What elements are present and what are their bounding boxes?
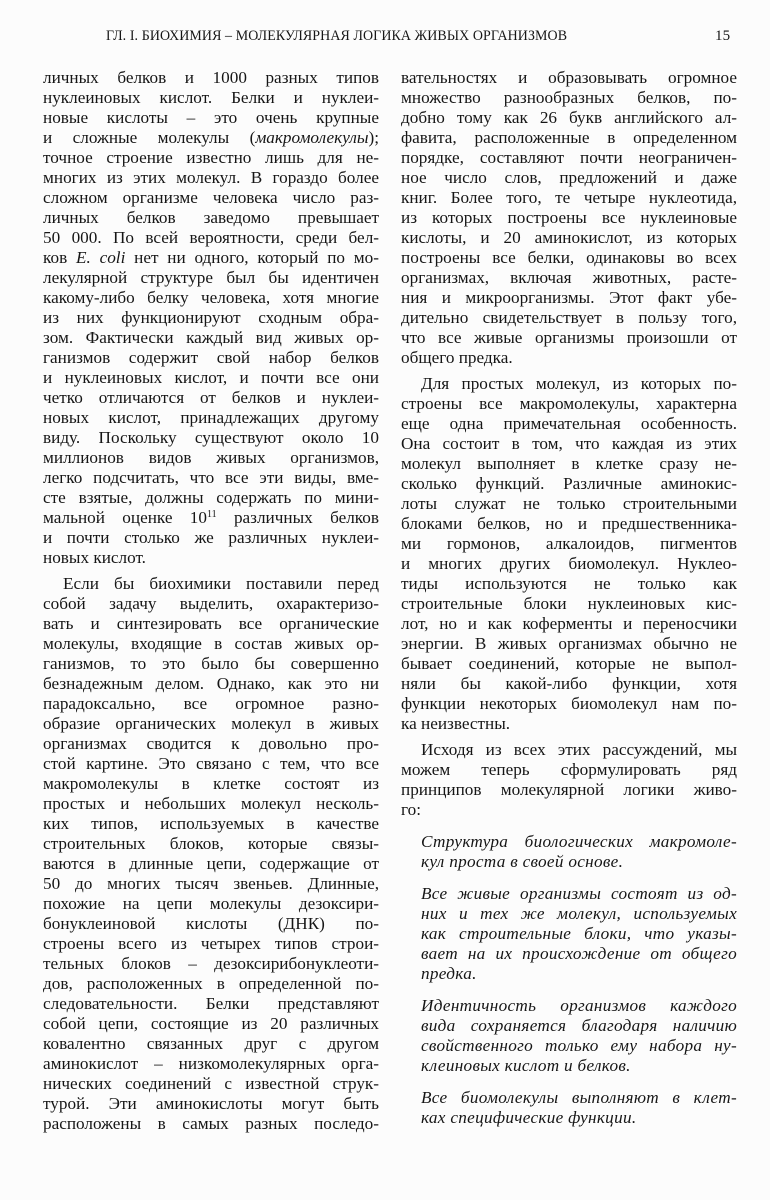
text-line: нических соединений с известной струк-: [43, 1074, 379, 1093]
text-line: [43, 248, 379, 268]
text-line: ное число слов, предложений и даже: [401, 168, 737, 187]
text-line: строительные блоки нуклеиновых кис-: [401, 594, 737, 613]
text-line: ковалентно связанных друг с другом: [43, 1034, 379, 1053]
text-line: организмах, включая животных, расте-: [401, 268, 737, 287]
principle-item: [421, 832, 737, 872]
text-line: фавита, расположенные в определенном: [401, 128, 737, 147]
text-line: няли бы какой-либо функции, хотя: [401, 674, 737, 693]
text-line: 50 до многих тысяч звеньев. Длинные,: [43, 874, 379, 893]
text-line: макромолекулы в клетке состоят из: [43, 774, 379, 793]
text-line: бывает соединений, которые не выпол-: [401, 654, 737, 673]
text-line: из которых построены все нуклеиновые: [401, 208, 737, 227]
text-line: простых и небольших молекул несколь-: [43, 794, 379, 813]
text-line: предка.: [421, 964, 477, 983]
text-line: многих из этих молекул. В гораздо более: [43, 168, 379, 187]
text-line: образие органических молекул в живых: [43, 714, 379, 733]
running-header: [0, 26, 770, 52]
text-span: );: [368, 128, 379, 147]
text-line: похожие на цепи молекулы дезоксири-: [43, 894, 379, 913]
text-line: принципов молекулярной логики живо-: [401, 780, 737, 799]
text-line: как строительные блоки, что указы-: [421, 924, 737, 943]
text-line: дов, расположенных в определенной по-: [43, 974, 379, 993]
text-line: ка неизвестны.: [401, 714, 511, 733]
text-span: различных белков: [216, 508, 379, 527]
paragraph: [401, 374, 737, 734]
text-line: добно тому как 26 букв английского ал-: [401, 108, 737, 127]
text-line: энергии. В живых организмах обычно не: [401, 634, 737, 653]
text-line: какому-либо белку человека, хотя многие: [43, 288, 379, 307]
italic-term: E. coli: [75, 248, 126, 267]
text-line: новых кислот, принадлежащих другому: [43, 408, 379, 427]
text-line: молекул выполняет в клетке сразу не-: [401, 454, 737, 473]
text-line: кул проста в своей основе.: [421, 852, 624, 871]
text-line: го:: [401, 800, 421, 819]
text-line: ких типов, используемых в качестве: [43, 814, 379, 833]
text-line: собой задачу выделить, охарактеризо-: [43, 594, 379, 613]
text-line: новые кислоты – это очень крупные: [43, 108, 379, 127]
italic-term: макромолекулы: [255, 128, 369, 147]
principle-item: [421, 1088, 737, 1128]
text-line: Все живые организмы состоят из од-: [421, 884, 737, 903]
text-line: 50 000. По всей вероятности, среди бел-: [43, 228, 379, 247]
text-line: организмах сводится к довольно про-: [43, 734, 379, 753]
text-line: ганизмов, то это было бы совершенно: [43, 654, 379, 673]
text-line: лоты служат не только строительными: [401, 494, 737, 513]
text-line: ваются в длинные цепи, содержащие от: [43, 854, 379, 873]
text-line: что все живые организмы произошли от: [401, 328, 737, 347]
left-column: [43, 68, 379, 1134]
text-line: молекулы, входящие в состав живых ор-: [43, 634, 379, 653]
text-line: точное строение известно лишь для не-: [43, 148, 379, 167]
text-line: вательностях и образовывать огромное: [401, 68, 737, 87]
right-column: [401, 68, 737, 1128]
text-line: расположены в самых разных последо-: [43, 1114, 379, 1133]
text-line: собой цепи, состоящие из 20 различных: [43, 1014, 379, 1033]
text-line: ми гормонов, алкалоидов, пигментов: [401, 534, 737, 553]
text-line: сте взятые, должны содержать по мини-: [43, 488, 379, 507]
text-line: зом. Фактически каждый вид живых ор-: [43, 328, 379, 347]
text-line: личных белков заведомо превышает: [43, 208, 379, 227]
text-line: дительно свидетельствует в пользу того,: [401, 308, 737, 327]
text-line: порядке, составляют почти неограничен-: [401, 148, 737, 167]
text-line: Структура биологических макромоле-: [421, 832, 737, 851]
text-line: аминокислот – низкомолекулярных орга-: [43, 1054, 379, 1073]
exponent: 11: [206, 509, 217, 520]
text-span: нет ни одного, который по мо-: [125, 248, 379, 267]
text-line: виду. Поскольку существуют около 10: [43, 428, 379, 447]
text-line: книг. Более того, те четыре нуклеотида,: [401, 188, 737, 207]
paragraph: [401, 68, 737, 368]
text-line: построены все белки, одинаковы во всех: [401, 248, 737, 267]
text-line: можем теперь сформулировать ряд: [401, 760, 737, 779]
text-line: сколько функций. Различные аминокис-: [401, 474, 737, 493]
text-line: общего предка.: [401, 348, 513, 367]
text-line: свойственного только ему набора ну-: [421, 1036, 737, 1055]
text-line: еще одна примечательная особенность.: [401, 414, 737, 433]
text-line: безнадежным делом. Однако, как это ни: [43, 674, 379, 693]
text-line: новых кислот.: [43, 548, 146, 567]
text-line: Идентичность организмов каждого: [421, 996, 737, 1015]
text-line: из них функционируют сходным обра-: [43, 308, 379, 327]
text-span: ков: [43, 248, 76, 267]
text-line: сложном организме человека число раз-: [43, 188, 379, 207]
principle-item: [421, 884, 737, 984]
paragraph: [43, 68, 379, 568]
text-line: парадоксально, все огромное разно-: [43, 694, 379, 713]
text-line: ния и микроорганизмы. Этот факт убе-: [401, 288, 737, 307]
text-line: следовательности. Белки представляют: [43, 994, 379, 1013]
text-line: личных белков и 1000 разных типов: [43, 68, 379, 87]
text-line: вать и синтезировать все органические: [43, 614, 379, 633]
text-line: вида сохраняется благодаря наличию: [421, 1016, 737, 1035]
text-line: Все биомолекулы выполняют в клет-: [421, 1088, 737, 1107]
text-span: мальной оценке 10: [43, 508, 207, 527]
text-line: строены всего из четырех типов строи-: [43, 934, 379, 953]
text-line: вает на их происхождение от общего: [421, 944, 737, 963]
text-line: Для простых молекул, из которых по-: [421, 374, 737, 393]
text-line: стой картине. Это связано с тем, что все: [43, 754, 379, 773]
text-line: них и тех же молекул, используемых: [421, 904, 737, 923]
text-line: и нуклеиновых кислот, и почти все они: [43, 368, 379, 387]
text-line: Исходя из всех этих рассуждений, мы: [421, 740, 737, 759]
principle-item: [421, 996, 737, 1076]
text-line: строены все макромолекулы, характерна: [401, 394, 737, 413]
paragraph: [43, 574, 379, 1134]
text-line: миллионов видов живых организмов,: [43, 448, 379, 467]
text-line: и почти столько же различных нуклеи-: [43, 528, 379, 547]
text-line: и многих других биомолекул. Нуклео-: [401, 554, 737, 573]
principles-list: [421, 832, 737, 1128]
text-line: лекулярной структуре был бы идентичен: [43, 268, 379, 287]
text-line: клеиновых кислот и белков.: [421, 1056, 631, 1075]
text-line: функции некоторых биомолекул нам по-: [401, 694, 737, 713]
text-line: четко отличаются от белков и нуклеи-: [43, 388, 379, 407]
running-title: ГЛ. I. БИОХИМИЯ – МОЛЕКУЛЯРНАЯ ЛОГИКА ЖИВЫХ ОРГАНИЗМОВ: [106, 28, 568, 44]
text-line: ках специфические функции.: [421, 1108, 637, 1127]
text-span: и сложные молекулы (: [43, 128, 256, 147]
text-line: [43, 128, 379, 148]
text-line: турой. Эти аминокислоты могут быть: [43, 1094, 379, 1113]
text-line: [43, 508, 379, 528]
page-number: 15: [715, 28, 731, 44]
text-line: легко подсчитать, что все эти виды, вме-: [43, 468, 379, 487]
text-line: бонуклеиновой кислоты (ДНК) по-: [43, 914, 379, 933]
text-line: ганизмов содержит свой набор белков: [43, 348, 379, 367]
text-line: строительных блоков, которые связы-: [43, 834, 379, 853]
text-line: тиды используются не только как: [401, 574, 737, 593]
text-line: лот, но и как коферменты и переносчики: [401, 614, 737, 633]
text-line: множество разнообразных белков, по-: [401, 88, 737, 107]
paragraph: [401, 740, 737, 820]
text-line: Она состоит в том, что каждая из этих: [401, 434, 737, 453]
text-line: кислоты, и 20 аминокислот, из которых: [401, 228, 737, 247]
text-line: нуклеиновых кислот. Белки и нуклеи-: [43, 88, 379, 107]
text-line: тельных блоков – дезоксирибонуклеоти-: [43, 954, 379, 973]
text-line: Если бы биохимики поставили перед: [63, 574, 379, 593]
text-line: блоками белков, но и предшественника-: [401, 514, 737, 533]
